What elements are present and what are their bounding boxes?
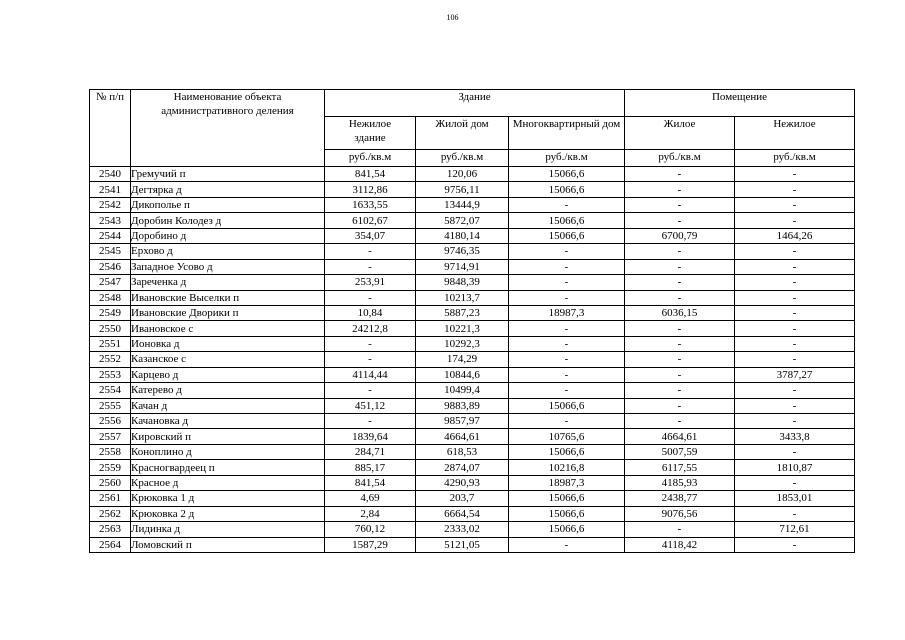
table-row — [90, 213, 855, 228]
nonresidential-premises-rate: - — [735, 537, 855, 552]
table-row — [90, 167, 855, 182]
nonresidential-building-rate: 760,12 — [325, 522, 416, 537]
residential-premises-rate: 4118,42 — [625, 537, 735, 552]
residential-premises-rate: 6117,55 — [625, 460, 735, 475]
residential-premises-rate: - — [625, 182, 735, 197]
row-number: 2554 — [90, 383, 131, 398]
residential-premises-rate: - — [625, 167, 735, 182]
settlement-name: Красное д — [131, 475, 325, 490]
settlement-name: Качановка д — [131, 414, 325, 429]
nonresidential-building-rate: 885,17 — [325, 460, 416, 475]
apartment-building-rate: - — [509, 352, 625, 367]
nonresidential-building-rate: 1633,55 — [325, 197, 416, 212]
nonresidential-building-rate: 841,54 — [325, 475, 416, 490]
residential-premises-rate: 9076,56 — [625, 506, 735, 521]
header-number: № п/п — [90, 90, 131, 167]
row-number: 2557 — [90, 429, 131, 444]
apartment-building-rate: 15066,6 — [509, 213, 625, 228]
nonresidential-premises-rate: - — [735, 321, 855, 336]
apartment-building-rate: - — [509, 197, 625, 212]
row-number: 2559 — [90, 460, 131, 475]
table-row — [90, 275, 855, 290]
residential-premises-rate: - — [625, 414, 735, 429]
table-row — [90, 352, 855, 367]
settlement-name: Крюковка 1 д — [131, 491, 325, 506]
apartment-building-rate: - — [509, 290, 625, 305]
residential-premises-rate: - — [625, 352, 735, 367]
settlement-name: Коноплино д — [131, 444, 325, 459]
residential-premises-rate: - — [625, 336, 735, 351]
header-building: Здание — [325, 90, 625, 117]
nonresidential-building-rate: 4114,44 — [325, 367, 416, 382]
table-row — [90, 197, 855, 212]
apartment-building-rate: 15066,6 — [509, 182, 625, 197]
residential-premises-rate: 6036,15 — [625, 305, 735, 320]
apartment-building-rate: 18987,3 — [509, 305, 625, 320]
table-row — [90, 460, 855, 475]
apartment-building-rate: 10765,6 — [509, 429, 625, 444]
table-row — [90, 336, 855, 351]
table-row — [90, 429, 855, 444]
residential-house-rate: 9756,11 — [416, 182, 509, 197]
settlement-name: Крюковка 2 д — [131, 506, 325, 521]
nonresidential-building-rate: 1587,29 — [325, 537, 416, 552]
residential-premises-rate: 6700,79 — [625, 228, 735, 243]
apartment-building-rate: - — [509, 537, 625, 552]
nonresidential-building-rate: 841,54 — [325, 167, 416, 182]
nonresidential-premises-rate: - — [735, 305, 855, 320]
residential-house-rate: 203,7 — [416, 491, 509, 506]
apartment-building-rate: - — [509, 383, 625, 398]
residential-house-rate: 5887,23 — [416, 305, 509, 320]
header-nonresidential-building: Нежилое здание — [325, 117, 416, 150]
row-number: 2545 — [90, 244, 131, 259]
residential-house-rate: 174,29 — [416, 352, 509, 367]
settlement-name: Гремучий п — [131, 167, 325, 182]
nonresidential-premises-rate: - — [735, 475, 855, 490]
header-apartment-building: Многоквартирный дом — [509, 117, 625, 150]
settlement-name: Доробино д — [131, 228, 325, 243]
row-number: 2560 — [90, 475, 131, 490]
row-number: 2552 — [90, 352, 131, 367]
row-number: 2548 — [90, 290, 131, 305]
header-premises: Помещение — [625, 90, 855, 117]
nonresidential-premises-rate: - — [735, 182, 855, 197]
nonresidential-building-rate: - — [325, 352, 416, 367]
row-number: 2542 — [90, 197, 131, 212]
header-name: Наименование объекта административного деления — [131, 90, 325, 167]
header-residential-house: Жилой дом — [416, 117, 509, 150]
nonresidential-building-rate: 6102,67 — [325, 213, 416, 228]
unit-label: руб./кв.м — [625, 150, 735, 167]
nonresidential-premises-rate: - — [735, 444, 855, 459]
residential-premises-rate: - — [625, 522, 735, 537]
row-number: 2551 — [90, 336, 131, 351]
row-number: 2540 — [90, 167, 131, 182]
table-row — [90, 305, 855, 320]
nonresidential-premises-rate: - — [735, 336, 855, 351]
residential-house-rate: 9857,97 — [416, 414, 509, 429]
table-row — [90, 398, 855, 413]
settlement-name: Кировский п — [131, 429, 325, 444]
apartment-building-rate: - — [509, 275, 625, 290]
residential-house-rate: 10292,3 — [416, 336, 509, 351]
header-residential-premises: Жилое — [625, 117, 735, 150]
residential-house-rate: 2333,02 — [416, 522, 509, 537]
nonresidential-premises-rate: - — [735, 244, 855, 259]
residential-premises-rate: 2438,77 — [625, 491, 735, 506]
residential-premises-rate: 4185,93 — [625, 475, 735, 490]
apartment-building-rate: - — [509, 367, 625, 382]
residential-premises-rate: - — [625, 290, 735, 305]
row-number: 2555 — [90, 398, 131, 413]
apartment-building-rate: 15066,6 — [509, 167, 625, 182]
nonresidential-premises-rate: 712,61 — [735, 522, 855, 537]
row-number: 2558 — [90, 444, 131, 459]
residential-house-rate: 13444,9 — [416, 197, 509, 212]
nonresidential-premises-rate: - — [735, 275, 855, 290]
residential-premises-rate: - — [625, 244, 735, 259]
residential-house-rate: 4664,61 — [416, 429, 509, 444]
table-row — [90, 182, 855, 197]
table-header — [90, 90, 855, 167]
residential-house-rate: 10213,7 — [416, 290, 509, 305]
nonresidential-premises-rate: 1464,26 — [735, 228, 855, 243]
settlement-name: Катерево д — [131, 383, 325, 398]
nonresidential-premises-rate: 1810,87 — [735, 460, 855, 475]
settlement-name: Дикополье п — [131, 197, 325, 212]
nonresidential-building-rate: 1839,64 — [325, 429, 416, 444]
table-row — [90, 244, 855, 259]
residential-house-rate: 4290,93 — [416, 475, 509, 490]
row-number: 2553 — [90, 367, 131, 382]
nonresidential-premises-rate: - — [735, 197, 855, 212]
residential-premises-rate: - — [625, 398, 735, 413]
nonresidential-premises-rate: - — [735, 213, 855, 228]
apartment-building-rate: 15066,6 — [509, 491, 625, 506]
settlement-name: Ерхово д — [131, 244, 325, 259]
settlement-name: Западное Усово д — [131, 259, 325, 274]
apartment-building-rate: - — [509, 414, 625, 429]
table-row — [90, 321, 855, 336]
nonresidential-premises-rate: - — [735, 352, 855, 367]
header-nonresidential-premises: Нежилое — [735, 117, 855, 150]
nonresidential-building-rate: - — [325, 244, 416, 259]
residential-house-rate: 5121,05 — [416, 537, 509, 552]
residential-premises-rate: - — [625, 275, 735, 290]
unit-label: руб./кв.м — [325, 150, 416, 167]
table-row — [90, 537, 855, 552]
row-number: 2564 — [90, 537, 131, 552]
row-number: 2541 — [90, 182, 131, 197]
settlement-name: Зареченка д — [131, 275, 325, 290]
settlement-name: Доробин Колодез д — [131, 213, 325, 228]
residential-house-rate: 9746,35 — [416, 244, 509, 259]
unit-label: руб./кв.м — [416, 150, 509, 167]
nonresidential-building-rate: 354,07 — [325, 228, 416, 243]
residential-house-rate: 6664,54 — [416, 506, 509, 521]
residential-house-rate: 10499,4 — [416, 383, 509, 398]
nonresidential-building-rate: - — [325, 290, 416, 305]
nonresidential-building-rate: - — [325, 383, 416, 398]
settlement-name: Ломовский п — [131, 537, 325, 552]
residential-premises-rate: - — [625, 321, 735, 336]
nonresidential-building-rate: - — [325, 414, 416, 429]
nonresidential-building-rate: - — [325, 259, 416, 274]
table-row — [90, 367, 855, 382]
residential-house-rate: 9883,89 — [416, 398, 509, 413]
residential-premises-rate: 4664,61 — [625, 429, 735, 444]
row-number: 2550 — [90, 321, 131, 336]
nonresidential-building-rate: - — [325, 336, 416, 351]
row-number: 2546 — [90, 259, 131, 274]
apartment-building-rate: 15066,6 — [509, 522, 625, 537]
row-number: 2544 — [90, 228, 131, 243]
settlement-name: Ионовка д — [131, 336, 325, 351]
row-number: 2563 — [90, 522, 131, 537]
apartment-building-rate: 15066,6 — [509, 228, 625, 243]
nonresidential-premises-rate: - — [735, 383, 855, 398]
row-number: 2561 — [90, 491, 131, 506]
residential-house-rate: 9848,39 — [416, 275, 509, 290]
apartment-building-rate: - — [509, 259, 625, 274]
apartment-building-rate: - — [509, 321, 625, 336]
row-number: 2556 — [90, 414, 131, 429]
settlement-name: Лидинка д — [131, 522, 325, 537]
settlement-name: Карцево д — [131, 367, 325, 382]
nonresidential-building-rate: 253,91 — [325, 275, 416, 290]
settlement-name: Качан д — [131, 398, 325, 413]
residential-house-rate: 2874,07 — [416, 460, 509, 475]
apartment-building-rate: 15066,6 — [509, 444, 625, 459]
settlement-name: Ивановские Выселки п — [131, 290, 325, 305]
apartment-building-rate: 15066,6 — [509, 398, 625, 413]
table-row — [90, 290, 855, 305]
table-row — [90, 475, 855, 490]
table-row — [90, 491, 855, 506]
residential-house-rate: 4180,14 — [416, 228, 509, 243]
nonresidential-premises-rate: - — [735, 414, 855, 429]
residential-house-rate: 120,06 — [416, 167, 509, 182]
row-number: 2543 — [90, 213, 131, 228]
nonresidential-premises-rate: 3787,27 — [735, 367, 855, 382]
settlement-name: Красногвардеец п — [131, 460, 325, 475]
nonresidential-premises-rate: - — [735, 290, 855, 305]
nonresidential-building-rate: 451,12 — [325, 398, 416, 413]
unit-label: руб./кв.м — [735, 150, 855, 167]
table-row — [90, 414, 855, 429]
settlement-name: Дегтярка д — [131, 182, 325, 197]
nonresidential-premises-rate: - — [735, 259, 855, 274]
apartment-building-rate: 15066,6 — [509, 506, 625, 521]
unit-label: руб./кв.м — [509, 150, 625, 167]
nonresidential-premises-rate: - — [735, 167, 855, 182]
residential-premises-rate: - — [625, 259, 735, 274]
nonresidential-building-rate: 3112,86 — [325, 182, 416, 197]
table-body — [90, 167, 855, 553]
nonresidential-building-rate: 284,71 — [325, 444, 416, 459]
nonresidential-building-rate: 4,69 — [325, 491, 416, 506]
nonresidential-building-rate: 2,84 — [325, 506, 416, 521]
nonresidential-building-rate: 10,84 — [325, 305, 416, 320]
nonresidential-premises-rate: 1853,01 — [735, 491, 855, 506]
residential-premises-rate: - — [625, 383, 735, 398]
table-row — [90, 259, 855, 274]
nonresidential-building-rate: 24212,8 — [325, 321, 416, 336]
table-row — [90, 444, 855, 459]
nonresidential-premises-rate: 3433,8 — [735, 429, 855, 444]
row-number: 2549 — [90, 305, 131, 320]
table-row — [90, 228, 855, 243]
nonresidential-premises-rate: - — [735, 398, 855, 413]
residential-house-rate: 9714,91 — [416, 259, 509, 274]
residential-premises-rate: - — [625, 367, 735, 382]
settlement-name: Казанское с — [131, 352, 325, 367]
row-number: 2562 — [90, 506, 131, 521]
apartment-building-rate: - — [509, 244, 625, 259]
table-row — [90, 383, 855, 398]
apartment-building-rate: - — [509, 336, 625, 351]
residential-premises-rate: - — [625, 213, 735, 228]
apartment-building-rate: 18987,3 — [509, 475, 625, 490]
residential-house-rate: 618,53 — [416, 444, 509, 459]
apartment-building-rate: 10216,8 — [509, 460, 625, 475]
row-number: 2547 — [90, 275, 131, 290]
nonresidential-premises-rate: - — [735, 506, 855, 521]
table-row — [90, 506, 855, 521]
residential-premises-rate: - — [625, 197, 735, 212]
residential-house-rate: 10844,6 — [416, 367, 509, 382]
residential-house-rate: 5872,07 — [416, 213, 509, 228]
residential-house-rate: 10221,3 — [416, 321, 509, 336]
table-row — [90, 522, 855, 537]
settlement-name: Ивановские Дворики п — [131, 305, 325, 320]
residential-premises-rate: 5007,59 — [625, 444, 735, 459]
page-number: 106 — [446, 13, 459, 22]
tariff-table — [89, 89, 855, 553]
settlement-name: Ивановское с — [131, 321, 325, 336]
